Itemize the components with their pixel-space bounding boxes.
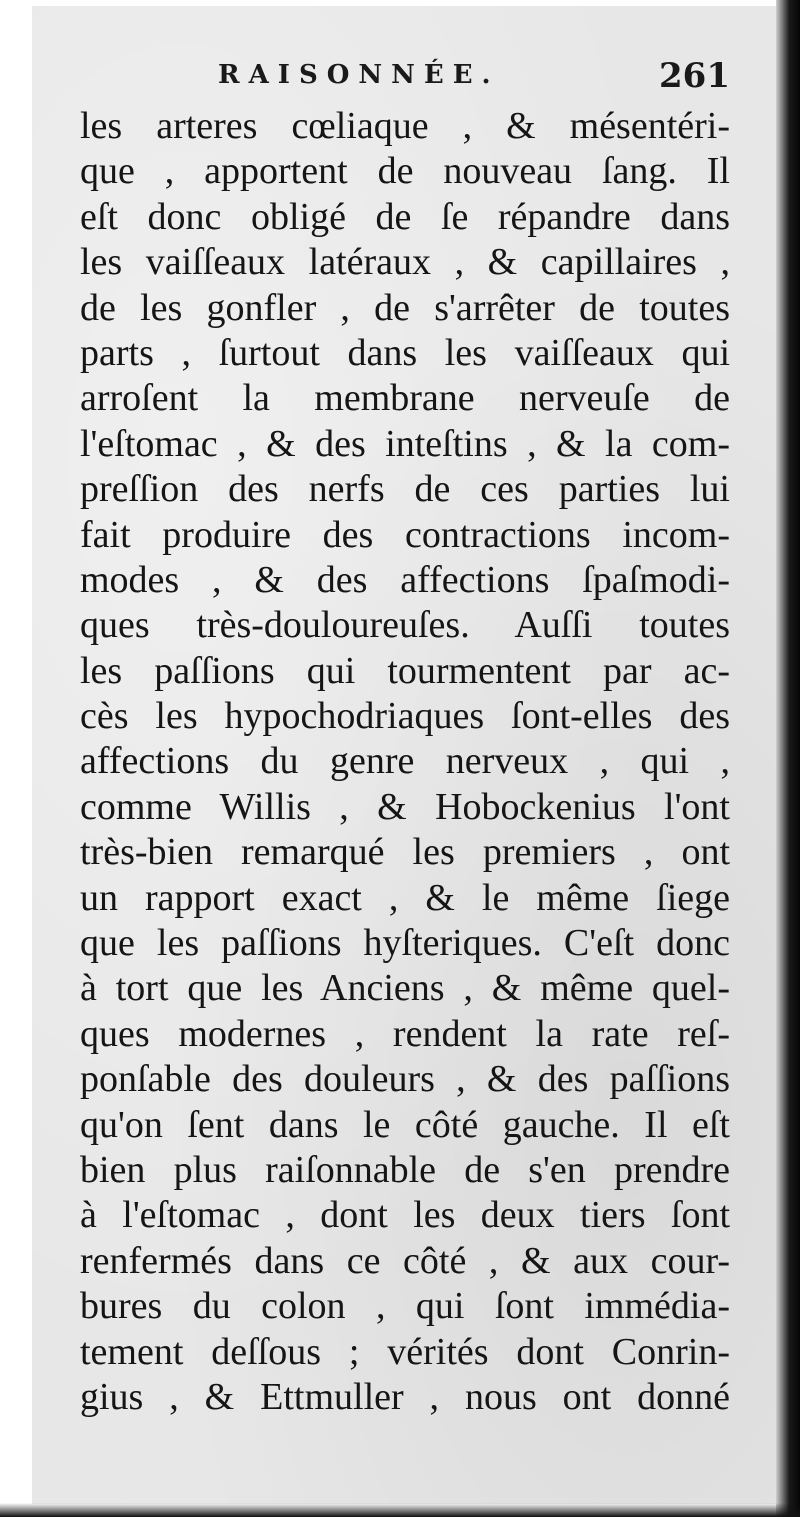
text-line: qu'on ſent dans le côté gauche. Il eſt <box>80 1103 730 1146</box>
text-line: comme Willis , & Hobockenius l'ont <box>80 785 730 828</box>
bottom-edge-shadow <box>0 1503 800 1517</box>
text-line: tement deſſous ; vérités dont Conrin- <box>80 1330 730 1373</box>
text-line: que les paſſions hyſteriques. C'eſt donc <box>80 922 730 965</box>
text-line: à tort que les Anciens , & même quel- <box>80 967 730 1010</box>
text-line: parts , ſurtout dans les vaiſſeaux qui <box>80 331 730 374</box>
text-line: modes , & des affections ſpaſmodi- <box>80 558 730 601</box>
text-line: arroſent la membrane nerveuſe de <box>80 377 730 420</box>
text-line: très-bien remarqué les premiers , ont <box>80 831 730 874</box>
running-head <box>80 58 730 102</box>
body-text <box>80 104 730 1420</box>
text-line: affections du genre nerveux , qui , <box>80 740 730 783</box>
text-line: renfermés dans ce côté , & aux cour- <box>80 1239 730 1282</box>
text-line: cès les hypochodriaques ſont-elles des <box>80 695 730 738</box>
text-line: que , apportent de nouveau ſang. Il <box>80 150 730 193</box>
text-line: eſt donc obligé de ſe répandre dans <box>80 195 730 238</box>
text-line: bures du colon , qui ſont immédia- <box>80 1285 730 1328</box>
text-line: l'eſtomac , & des inteſtins , & la com- <box>80 422 730 465</box>
text-line: ponſable des douleurs , & des paſſions <box>80 1058 730 1101</box>
text-line: un rapport exact , & le même ſiege <box>80 876 730 919</box>
text-line: les arteres cœliaque , & mésentéri- <box>80 105 730 147</box>
text-line: gius , & Ettmuller , nous ont donné <box>80 1375 730 1418</box>
text-line: de les gonfler , de s'arrêter de toutes <box>80 286 730 329</box>
page-number: 261 <box>659 56 730 96</box>
text-line: fait produire des contractions incom- <box>80 513 730 556</box>
text-line: ques très-douloureuſes. Auſſi toutes <box>80 604 730 647</box>
text-line: preſſion des nerfs de ces parties lui <box>80 468 730 511</box>
running-title: RAISONNÉE. <box>218 60 500 90</box>
text-line: bien plus raiſonnable de s'en prendre <box>80 1148 730 1191</box>
text-line: les paſſions qui tourmentent par ac- <box>80 649 730 692</box>
text-line: à l'eſtomac , dont les deux tiers ſont <box>80 1194 730 1237</box>
page-edge-shadow <box>776 0 800 1517</box>
text-line: ques modernes , rendent la rate reſ- <box>80 1012 730 1055</box>
text-line: les vaiſſeaux latéraux , & capillaires , <box>80 241 730 284</box>
